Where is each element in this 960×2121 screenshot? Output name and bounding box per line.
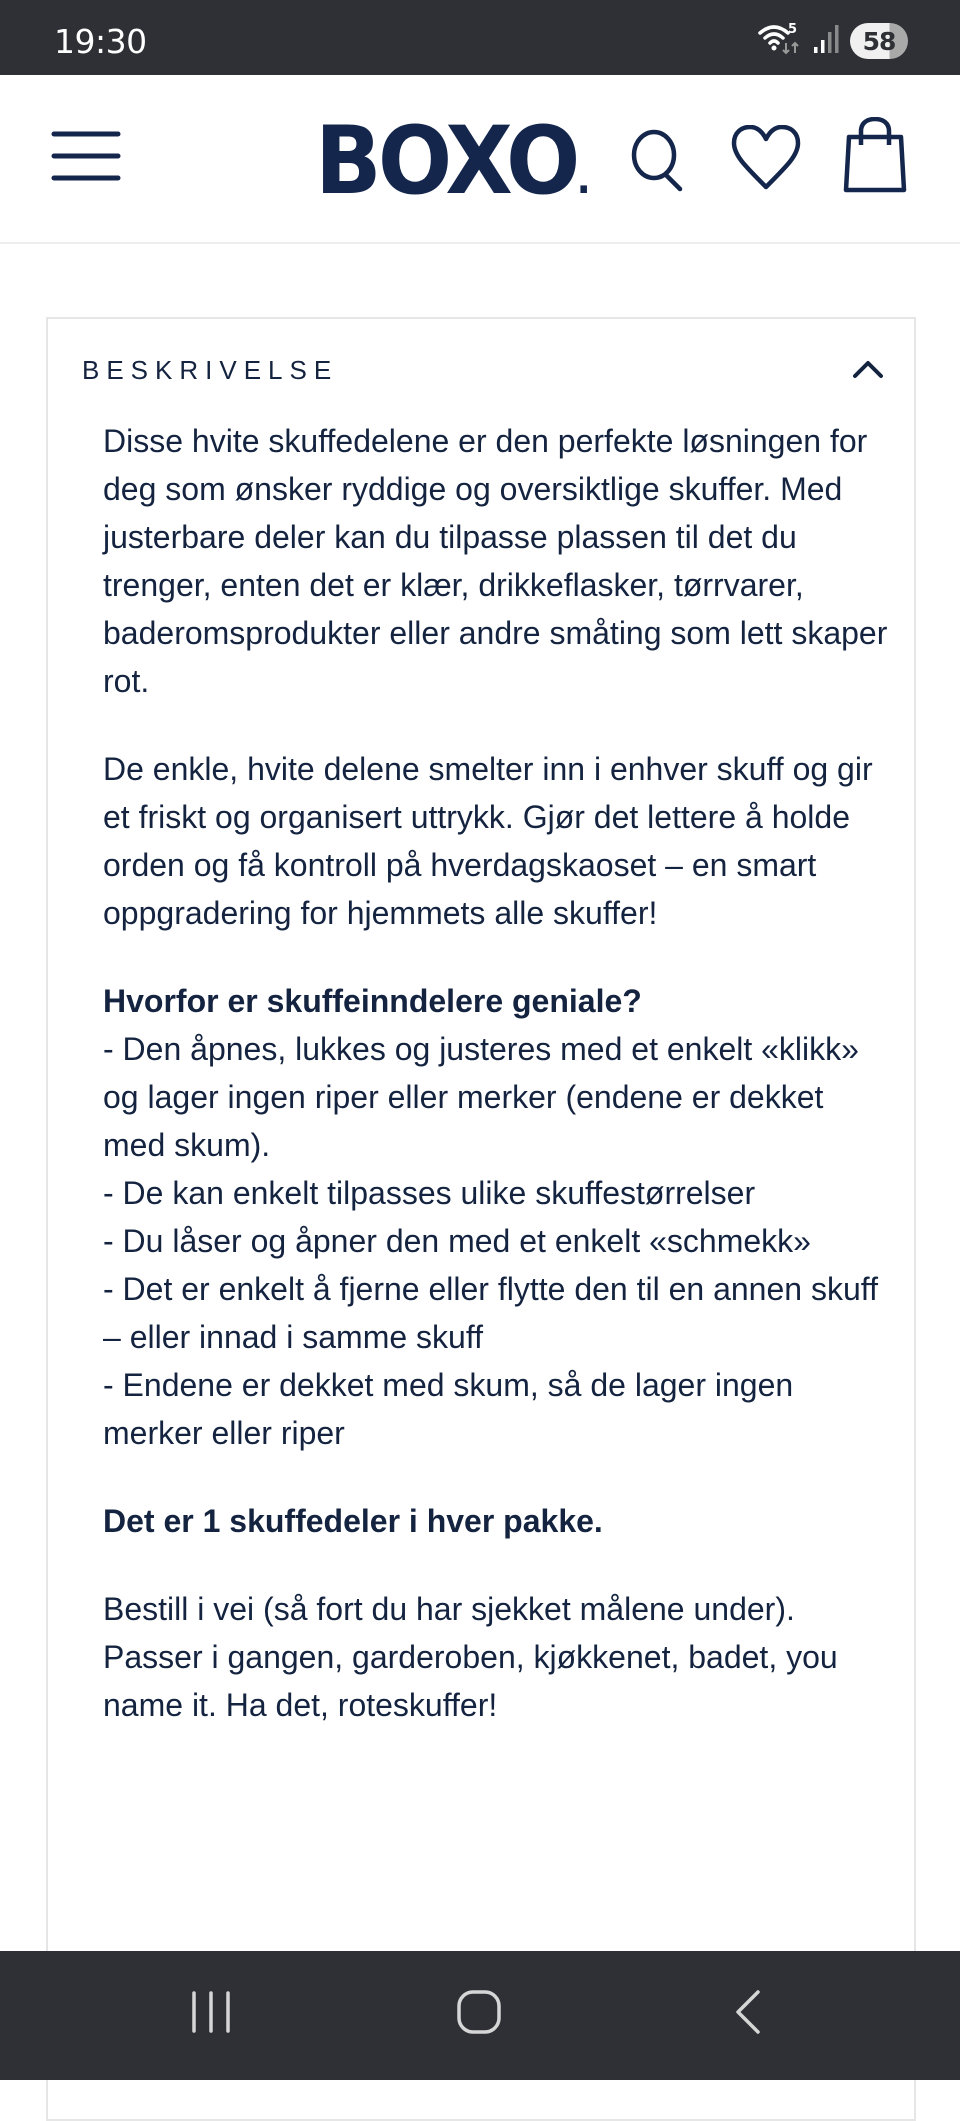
search-icon	[628, 127, 694, 193]
feature-item: - De kan enkelt tilpasses ulike skuffestørrelser	[103, 1175, 756, 1211]
search-button[interactable]	[628, 127, 694, 198]
site-header	[0, 75, 960, 244]
system-nav-bar	[0, 1951, 960, 2080]
cart-button[interactable]	[843, 117, 907, 198]
wishlist-button[interactable]	[730, 125, 802, 196]
status-icons	[758, 22, 908, 60]
status-time: 19:30	[54, 22, 147, 61]
description-body	[103, 417, 893, 1769]
feature-item: - Den åpnes, lukkes og justeres med et enkelt «klikk» og lager ingen riper eller merker (endene er dekket med skum).	[103, 1031, 859, 1163]
home-button[interactable]	[456, 1989, 504, 2040]
menu-button[interactable]	[50, 130, 122, 187]
package-note: Det er 1 skuffedeler i hver pakke.	[103, 1503, 603, 1539]
description-accordion	[46, 317, 916, 2121]
features-heading: Hvorfor er skuffeinndelere geniale?	[103, 983, 642, 1019]
wifi-icon	[758, 21, 802, 62]
feature-item: - Du låser og åpner den med et enkelt «schmekk»	[103, 1223, 811, 1259]
recent-apps-icon	[188, 1989, 234, 2035]
description-paragraph: De enkle, hvite delene smelter inn i enhver skuff og gir et friskt og organisert uttrykk. Gjør det lettere å holde orden og få kontroll på hverdagskaoset – en smart oppgradering for hjemmets alle skuffer!	[103, 751, 873, 931]
home-icon	[456, 1989, 504, 2035]
chevron-up-icon	[852, 359, 884, 379]
recent-apps-button[interactable]	[188, 1989, 234, 2040]
battery-indicator: 58	[850, 23, 908, 59]
feature-item: - Det er enkelt å fjerne eller flytte den til en annen skuff – eller innad i samme skuff	[103, 1271, 878, 1355]
back-icon	[732, 1989, 764, 2035]
heart-icon	[730, 125, 802, 191]
svg-text:5: 5	[788, 21, 798, 37]
accordion-title[interactable]: BESKRIVELSE	[82, 355, 339, 385]
feature-item: - Endene er dekket med skum, så de lager ingen merker eller riper	[103, 1367, 794, 1451]
status-bar	[0, 0, 960, 75]
description-paragraph: Bestill i vei (så fort du har sjekket målene under). Passer i gangen, garderoben, kjøkkenet, badet, you name it. Ha det, roteskuffer!	[103, 1591, 838, 1723]
description-paragraph: Disse hvite skuffedelene er den perfekte løsningen for deg som ønsker ryddige og oversiktlige skuffer. Med justerbare deler kan du tilpasse plassen til det du trenger, enten det er klær, drikkeflasker, tørrvarer, baderomsprodukter eller andre småting som lett skaper rot.	[103, 423, 888, 699]
shopping-bag-icon	[843, 117, 907, 193]
back-button[interactable]	[732, 1989, 764, 2040]
menu-icon	[50, 130, 122, 182]
signal-icon	[812, 23, 840, 60]
features-block	[103, 977, 893, 1457]
brand-logo[interactable]: BOXO.	[315, 107, 587, 216]
accordion-toggle[interactable]	[852, 359, 884, 384]
